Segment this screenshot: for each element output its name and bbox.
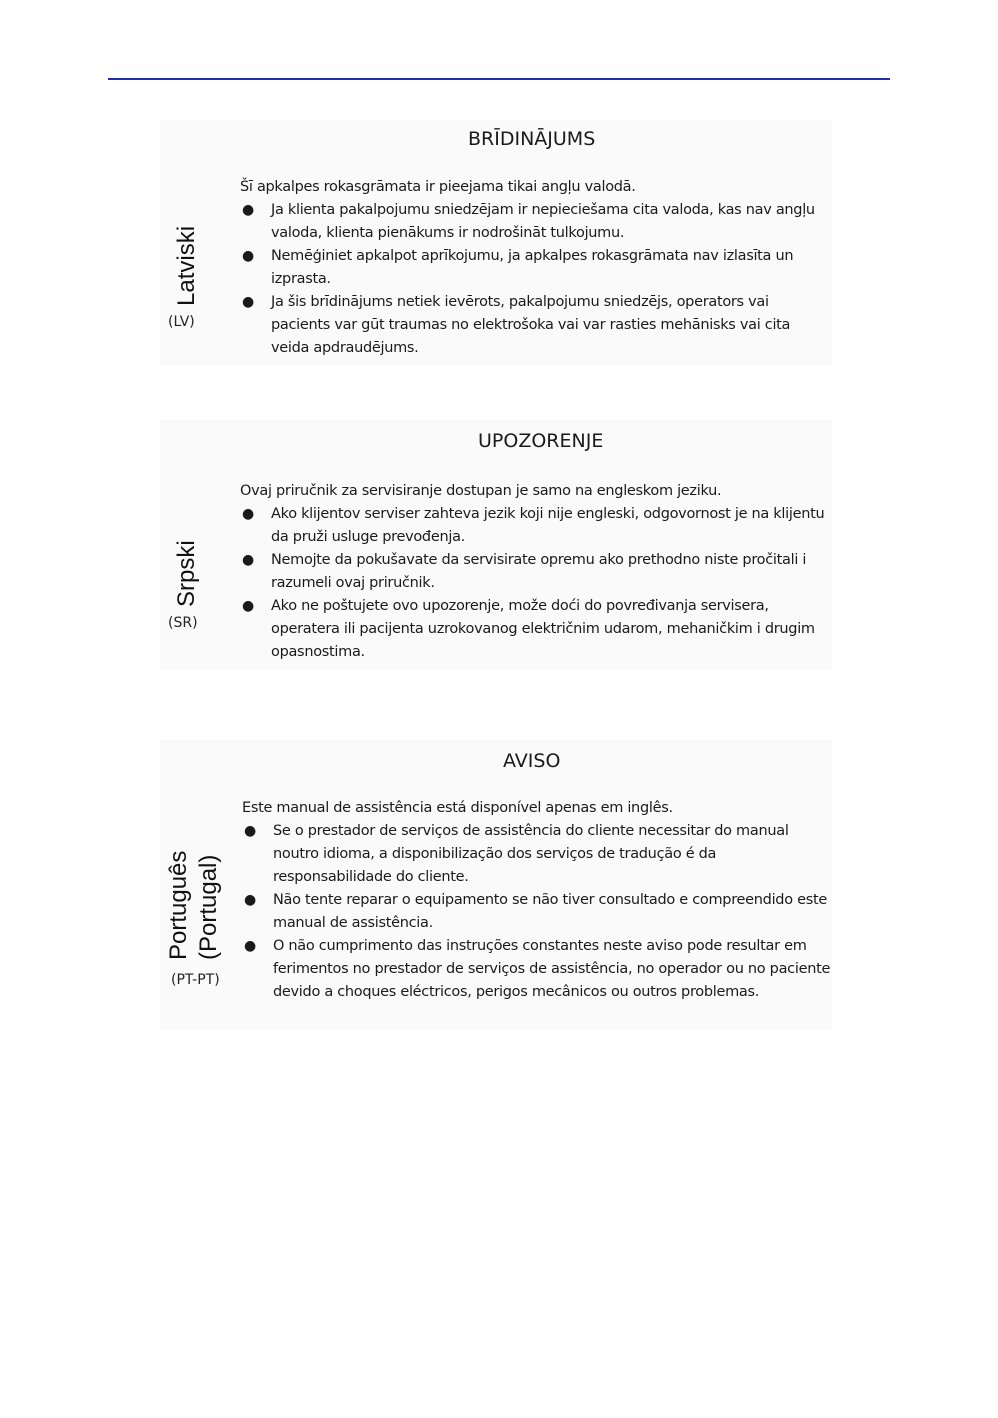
language-name: Português: [165, 850, 192, 960]
language-code: (LV): [168, 314, 195, 330]
intro-text: Šī apkalpes rokasgrāmata ir pieejama tikai angļu valodā.: [240, 179, 636, 195]
language-name: Srpski: [173, 540, 200, 607]
intro-text: Ovaj priručnik za servisiranje dostupan je samo na engleskom jeziku.: [240, 483, 722, 499]
language-name: Latviski: [173, 225, 200, 306]
bullet-icon: ●: [242, 598, 254, 614]
bullet-icon: ●: [242, 248, 254, 264]
bullet-icon: ●: [242, 506, 254, 522]
bullet-list: [242, 820, 832, 1004]
language-code: (SR): [168, 615, 198, 631]
language-code: (PT-PT): [171, 972, 220, 988]
list-item: ● Nemojte da pokušavate da servisirate opremu ako prethodno niste pročitali i razumeli ovaj priručnik.: [240, 549, 832, 595]
list-item: ● O não cumprimento das instruções constantes neste aviso pode resultar em ferimentos no prestador de serviços de assistência, no operador ou no paciente devido a choques eléctricos, perigos mecânicos ou outros problemas.: [242, 935, 832, 1004]
section-heading: UPOZORENJE: [478, 430, 604, 452]
warning-body: [240, 176, 830, 360]
bullet-list: [240, 503, 832, 664]
list-item: ● Ja šis brīdinājums netiek ievērots, pakalpojumu sniedzējs, operators vai pacients var gūt traumas no elektrošoka vai var rasties mehānisks vai cita veida apdraudējums.: [240, 291, 830, 360]
bullet-icon: ●: [244, 938, 256, 954]
list-item: ● Ako klijentov serviser zahteva jezik koji nije engleski, odgovornost je na klijentu da pruži usluge prevođenja.: [240, 503, 832, 549]
warning-section-pt: [160, 740, 832, 1030]
section-heading: AVISO: [503, 750, 561, 772]
list-item: ● Não tente reparar o equipamento se não tiver consultado e compreendido este manual de assistência.: [242, 889, 832, 935]
bullet-icon: ●: [242, 552, 254, 568]
list-item: ● Ja klienta pakalpojumu sniedzējam ir nepieciešama cita valoda, kas nav angļu valoda, klienta pienākums ir nodrošināt tulkojumu.: [240, 199, 830, 245]
bullet-icon: ●: [244, 823, 256, 839]
bullet-icon: ●: [244, 892, 256, 908]
intro-text: Este manual de assistência está disponível apenas em inglês.: [242, 800, 673, 816]
section-heading: BRĪDINĀJUMS: [468, 128, 596, 150]
warning-body: [240, 480, 832, 664]
bullet-icon: ●: [242, 202, 254, 218]
bullet-list: [240, 199, 830, 360]
header-rule: [108, 78, 890, 80]
bullet-icon: ●: [242, 294, 254, 310]
list-item: ● Nemēģiniet apkalpot aprīkojumu, ja apkalpes rokasgrāmata nav izlasīta un izprasta.: [240, 245, 830, 291]
warning-body: [242, 797, 832, 1004]
warning-section-lv: [160, 120, 832, 365]
list-item: ● Se o prestador de serviços de assistência do cliente necessitar do manual noutro idioma, a disponibilização dos serviços de tradução é da responsabilidade do cliente.: [242, 820, 832, 889]
warning-section-sr: [160, 420, 832, 670]
language-region: (Portugal): [195, 854, 222, 960]
list-item: ● Ako ne poštujete ovo upozorenje, može doći do povređivanja servisera, operatera ili pacijenta uzrokovanog električnim udarom, mehaničkim i drugim opasnostima.: [240, 595, 832, 664]
